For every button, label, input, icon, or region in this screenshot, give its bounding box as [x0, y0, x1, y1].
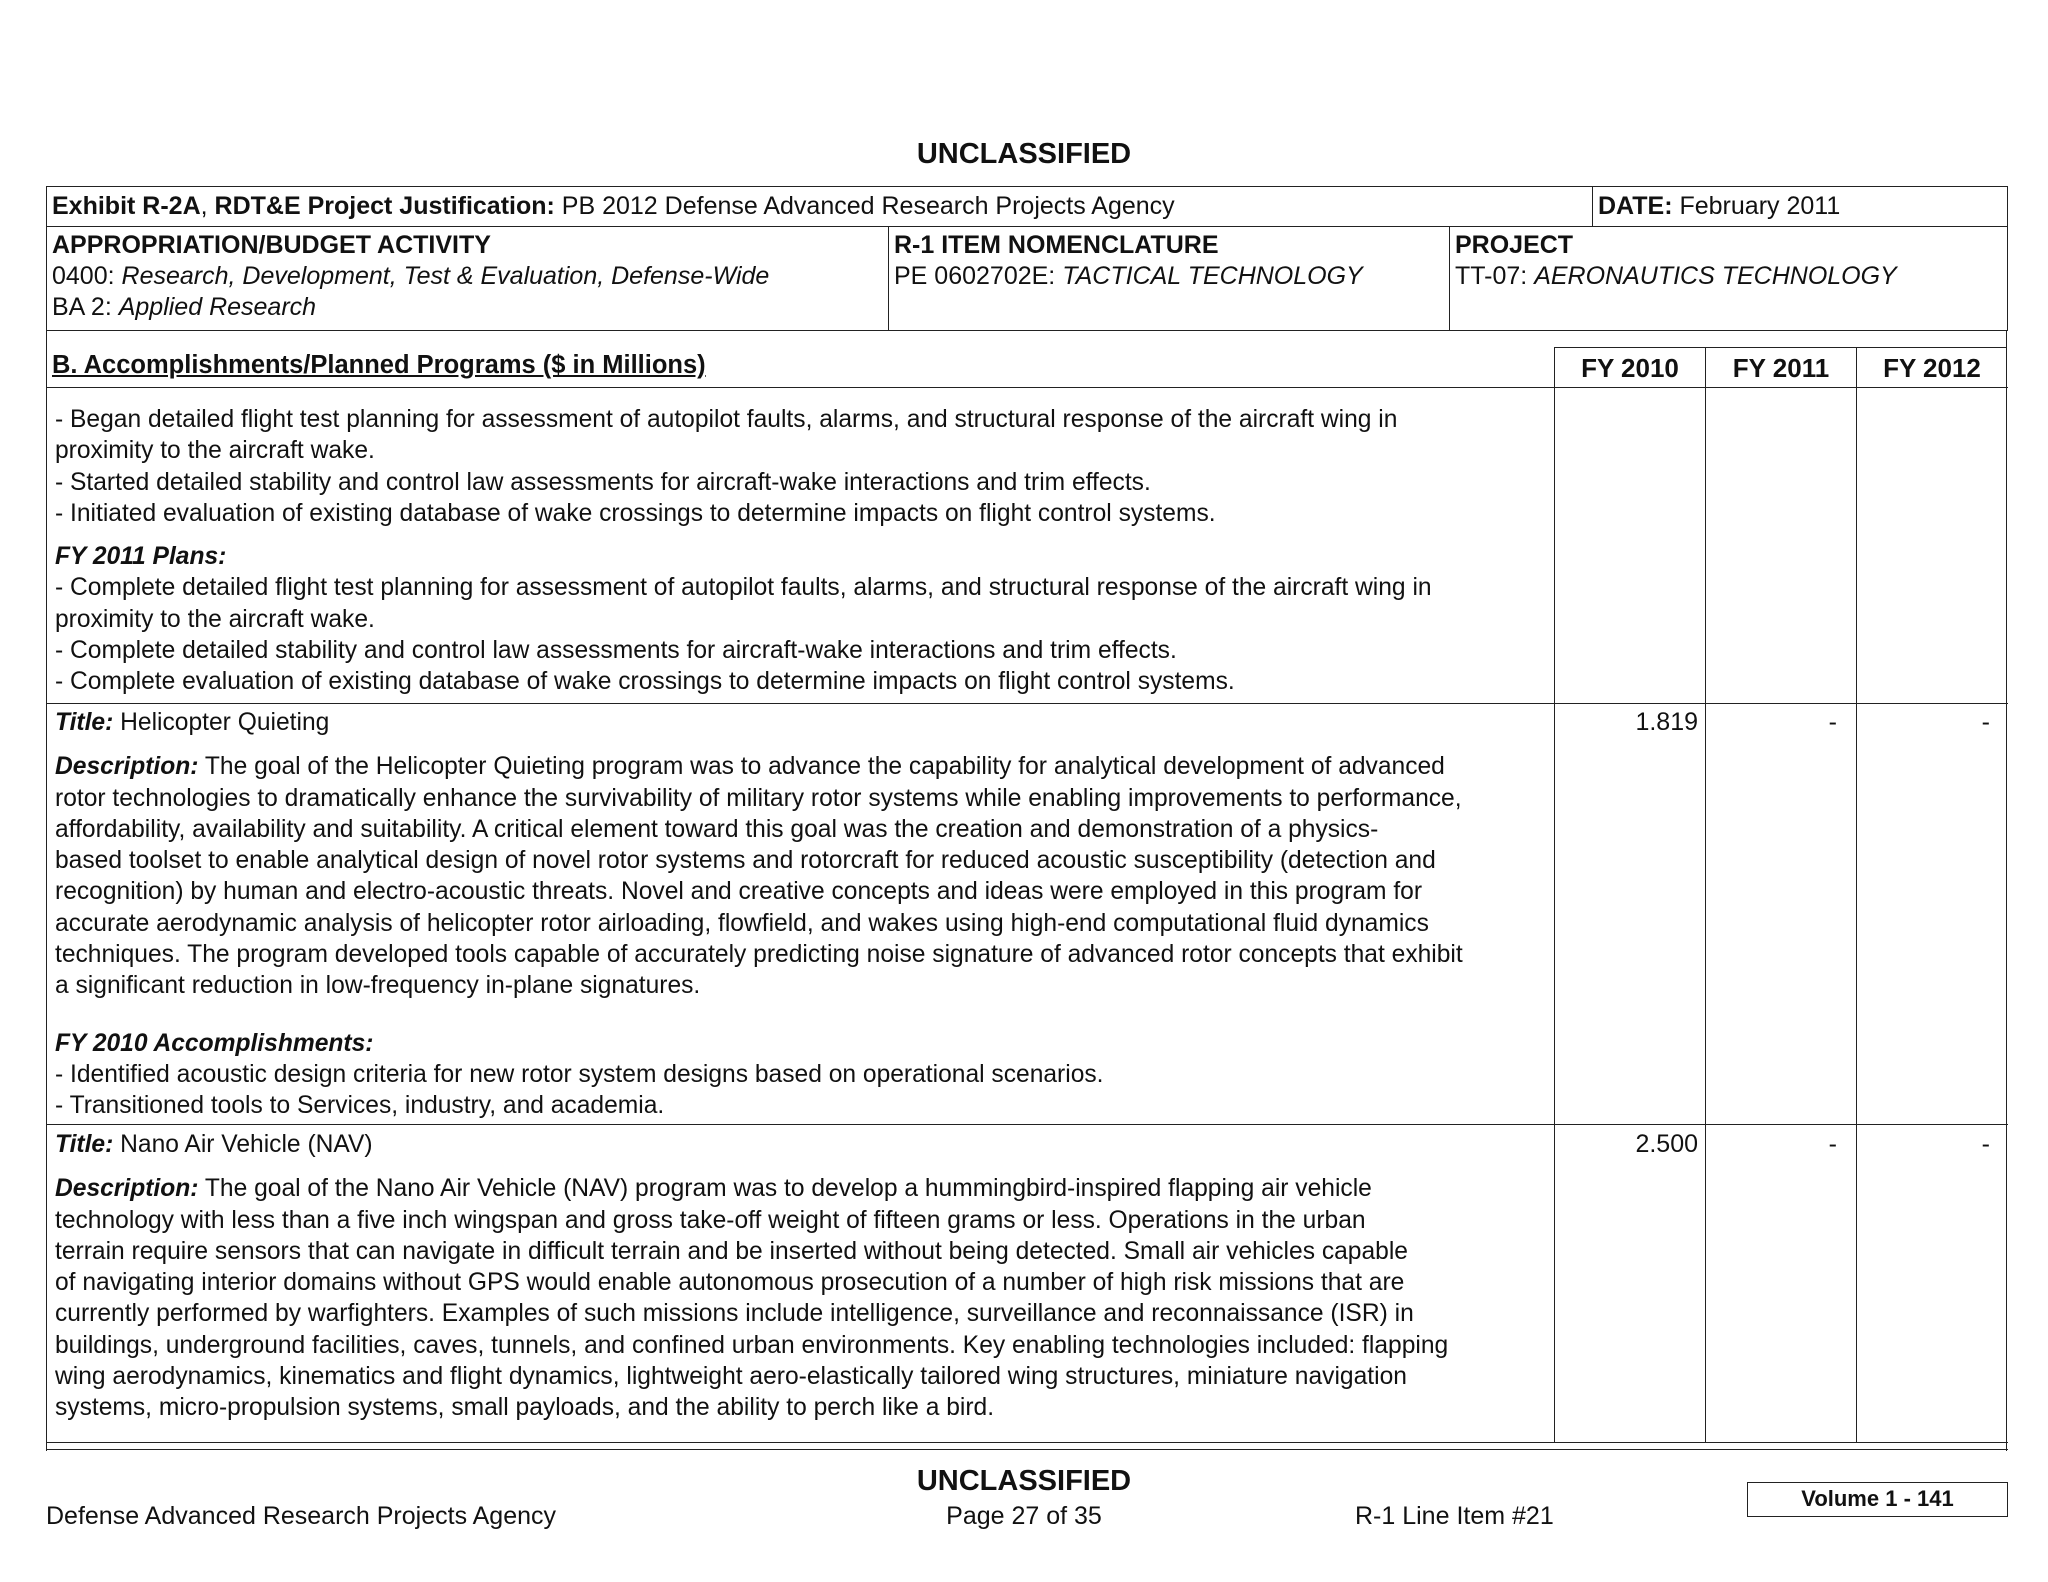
value-fy2012: -	[1981, 1130, 1990, 1158]
plans-line: - Complete detailed flight test planning for assessment of autopilot faults, alarms, and structural response of the aircraft wing in	[55, 574, 1432, 602]
section-title: B. Accomplishments/Planned Programs ($ in Millions)	[52, 351, 706, 379]
value-fy2010: 1.819	[1635, 708, 1698, 736]
title-value: Helicopter Quieting	[113, 709, 330, 736]
exhibit-agency: PB 2012 Defense Advanced Research Projects Agency	[554, 192, 1175, 220]
exhibit-title	[52, 191, 1175, 222]
appropriation-cell	[52, 230, 769, 323]
value-fy2010: 2.500	[1635, 1130, 1698, 1158]
budget-activity-line	[52, 292, 769, 323]
footer-agency: Defense Advanced Research Projects Agency	[46, 1502, 557, 1530]
program-title	[55, 707, 1463, 738]
description-label: Description:	[55, 753, 199, 781]
footer-page-number: Page 27 of 35	[946, 1502, 1102, 1530]
date-divider	[1592, 186, 1593, 226]
appropriation-label: APPROPRIATION/BUDGET ACTIVITY	[52, 231, 491, 259]
program-helicopter-quieting	[55, 707, 1463, 1122]
column-header-top	[1554, 347, 2007, 348]
section-header-divider	[46, 387, 2008, 388]
continued-block	[55, 404, 1432, 698]
continued-line: - Started detailed stability and control law assessments for aircraft-wake interactions and trim effects.	[55, 468, 1151, 496]
continued-line: - Initiated evaluation of existing database of wake crossings to determine impacts on flight control systems.	[55, 499, 1216, 527]
description-line: buildings, underground facilities, caves, tunnels, and confined urban environments. Key enabling technologies included: flapping	[55, 1331, 1449, 1359]
description-text: The goal of the Nano Air Vehicle (NAV) program was to develop a hummingbird-inspired flapping air vehicle	[198, 1175, 1372, 1203]
date-value: February 2011	[1672, 192, 1841, 220]
date-label: DATE:	[1598, 192, 1673, 220]
exhibit-label: Exhibit R-2A	[52, 192, 201, 220]
description-line: rotor technologies to dramatically enhance the survivability of military rotor systems while enabling improvements to performance,	[55, 784, 1462, 812]
volume-box: Volume 1 - 141	[1747, 1482, 2008, 1517]
r1-label: R-1 ITEM NOMENCLATURE	[894, 231, 1219, 259]
title-label: Title:	[55, 1131, 114, 1158]
ba-name: Applied Research	[118, 293, 317, 321]
date-field	[1598, 191, 1840, 222]
ba-code: BA 2:	[52, 293, 119, 321]
col-fy2010-divider	[1554, 347, 1555, 1442]
title-value: Nano Air Vehicle (NAV)	[113, 1131, 373, 1158]
plans-line: - Complete detailed stability and control law assessments for aircraft-wake interactions and trim effects.	[55, 637, 1177, 665]
col-fy2011-divider	[1705, 347, 1706, 1442]
footer-line-item: R-1 Line Item #21	[1355, 1502, 1554, 1530]
continued-line: proximity to the aircraft wake.	[55, 437, 375, 465]
description-line: terrain require sensors that can navigate in difficult terrain and be inserted without being detected. Small air vehicles capable	[55, 1237, 1408, 1265]
description-line: accurate aerodynamic analysis of helicopter rotor airloading, flowfield, and wakes using high-end computational fluid dynamics	[55, 909, 1429, 937]
header-divider	[46, 226, 2008, 227]
project-code: TT-07:	[1455, 262, 1535, 290]
project-cell	[1455, 230, 1897, 292]
description-line: currently performed by warfighters. Examples of such missions include intelligence, surveillance and reconnaissance (ISR) in	[55, 1300, 1414, 1328]
plans-line: proximity to the aircraft wake.	[55, 605, 375, 633]
r1-name: TACTICAL TECHNOLOGY	[1062, 262, 1363, 290]
main-bottom-border-2	[46, 1449, 2008, 1450]
description-line: technology with less than a five inch wingspan and gross take-off weight of fifteen grams or less. Operations in the urban	[55, 1206, 1366, 1234]
row-divider-2	[46, 1124, 2008, 1125]
project-divider	[1449, 226, 1450, 331]
exhibit-sep: ,	[200, 192, 215, 220]
description-line	[55, 1173, 1448, 1204]
value-fy2011: -	[1828, 708, 1837, 736]
description-line: based toolset to enable analytical design of novel rotor systems and rotorcraft for reduced acoustic susceptibility (detection and	[55, 847, 1436, 875]
main-bottom-border-1	[46, 1442, 2008, 1443]
col-header-fy2010: FY 2010	[1581, 353, 1679, 383]
classification-top: UNCLASSIFIED	[916, 138, 1132, 170]
r1-code: PE 0602702E:	[894, 262, 1063, 290]
col-header-fy2011: FY 2011	[1732, 353, 1830, 383]
project-line	[1455, 261, 1897, 292]
description-text: The goal of the Helicopter Quieting program was to advance the capability for analytical development of advanced	[198, 753, 1445, 781]
col-fy2012-divider	[1856, 347, 1857, 1442]
col-header-fy2012: FY 2012	[1883, 353, 1981, 383]
continued-line: - Began detailed flight test planning for assessment of autopilot faults, alarms, and structural response of the aircraft wing in	[55, 406, 1398, 433]
description-line	[55, 751, 1463, 782]
r1-divider	[888, 226, 889, 331]
appropriation-name: Research, Development, Test & Evaluation, Defense-Wide	[121, 262, 770, 290]
program-nano-air-vehicle	[55, 1129, 1448, 1424]
description-label: Description:	[55, 1175, 199, 1203]
description-line: wing aerodynamics, kinematics and flight dynamics, lightweight aero-elastically tailored wing structures, miniature navigation	[55, 1363, 1407, 1391]
description-line: of navigating interior domains without GPS would enable autonomous prosecution of a number of high risk missions that are	[55, 1269, 1405, 1297]
project-label: PROJECT	[1455, 231, 1574, 259]
row-divider-1	[46, 703, 2008, 704]
value-fy2012: -	[1981, 708, 1990, 736]
description-line: a significant reduction in low-frequency in-plane signatures.	[55, 972, 701, 1000]
project-name: AERONAUTICS TECHNOLOGY	[1534, 262, 1897, 290]
appropriation-code: 0400:	[52, 262, 122, 290]
accomplishments-heading: FY 2010 Accomplishments:	[55, 1029, 374, 1057]
exhibit-name: RDT&E Project Justification:	[214, 192, 555, 220]
plans-line: - Complete evaluation of existing database of wake crossings to determine impacts on flight control systems.	[55, 668, 1235, 696]
main-right-border	[2006, 331, 2007, 1451]
description-line: techniques. The program developed tools capable of accurately predicting noise signature of advanced rotor concepts that exhibit	[55, 941, 1463, 969]
description-line: recognition) by human and electro-acoustic threats. Novel and creative concepts and ideas were employed in this program for	[55, 878, 1423, 906]
title-label: Title:	[55, 709, 114, 736]
plans-heading: FY 2011 Plans:	[55, 543, 227, 571]
accomplishment-line: - Transitioned tools to Services, industry, and academia.	[55, 1092, 665, 1120]
program-title	[55, 1129, 1448, 1160]
classification-bottom: UNCLASSIFIED	[916, 1465, 1132, 1497]
description-line: systems, micro-propulsion systems, small payloads, and the ability to perch like a bird.	[55, 1394, 995, 1422]
accomplishment-line: - Identified acoustic design criteria for new rotor system designs based on operational scenarios.	[55, 1060, 1104, 1088]
value-fy2011: -	[1828, 1130, 1837, 1158]
r1-cell	[894, 230, 1363, 292]
r1-line	[894, 261, 1363, 292]
appropriation-line	[52, 261, 769, 292]
main-left-border	[46, 331, 47, 1451]
description-line: affordability, availability and suitability. A critical element toward this goal was the creation and demonstration of a physics-	[55, 815, 1379, 843]
